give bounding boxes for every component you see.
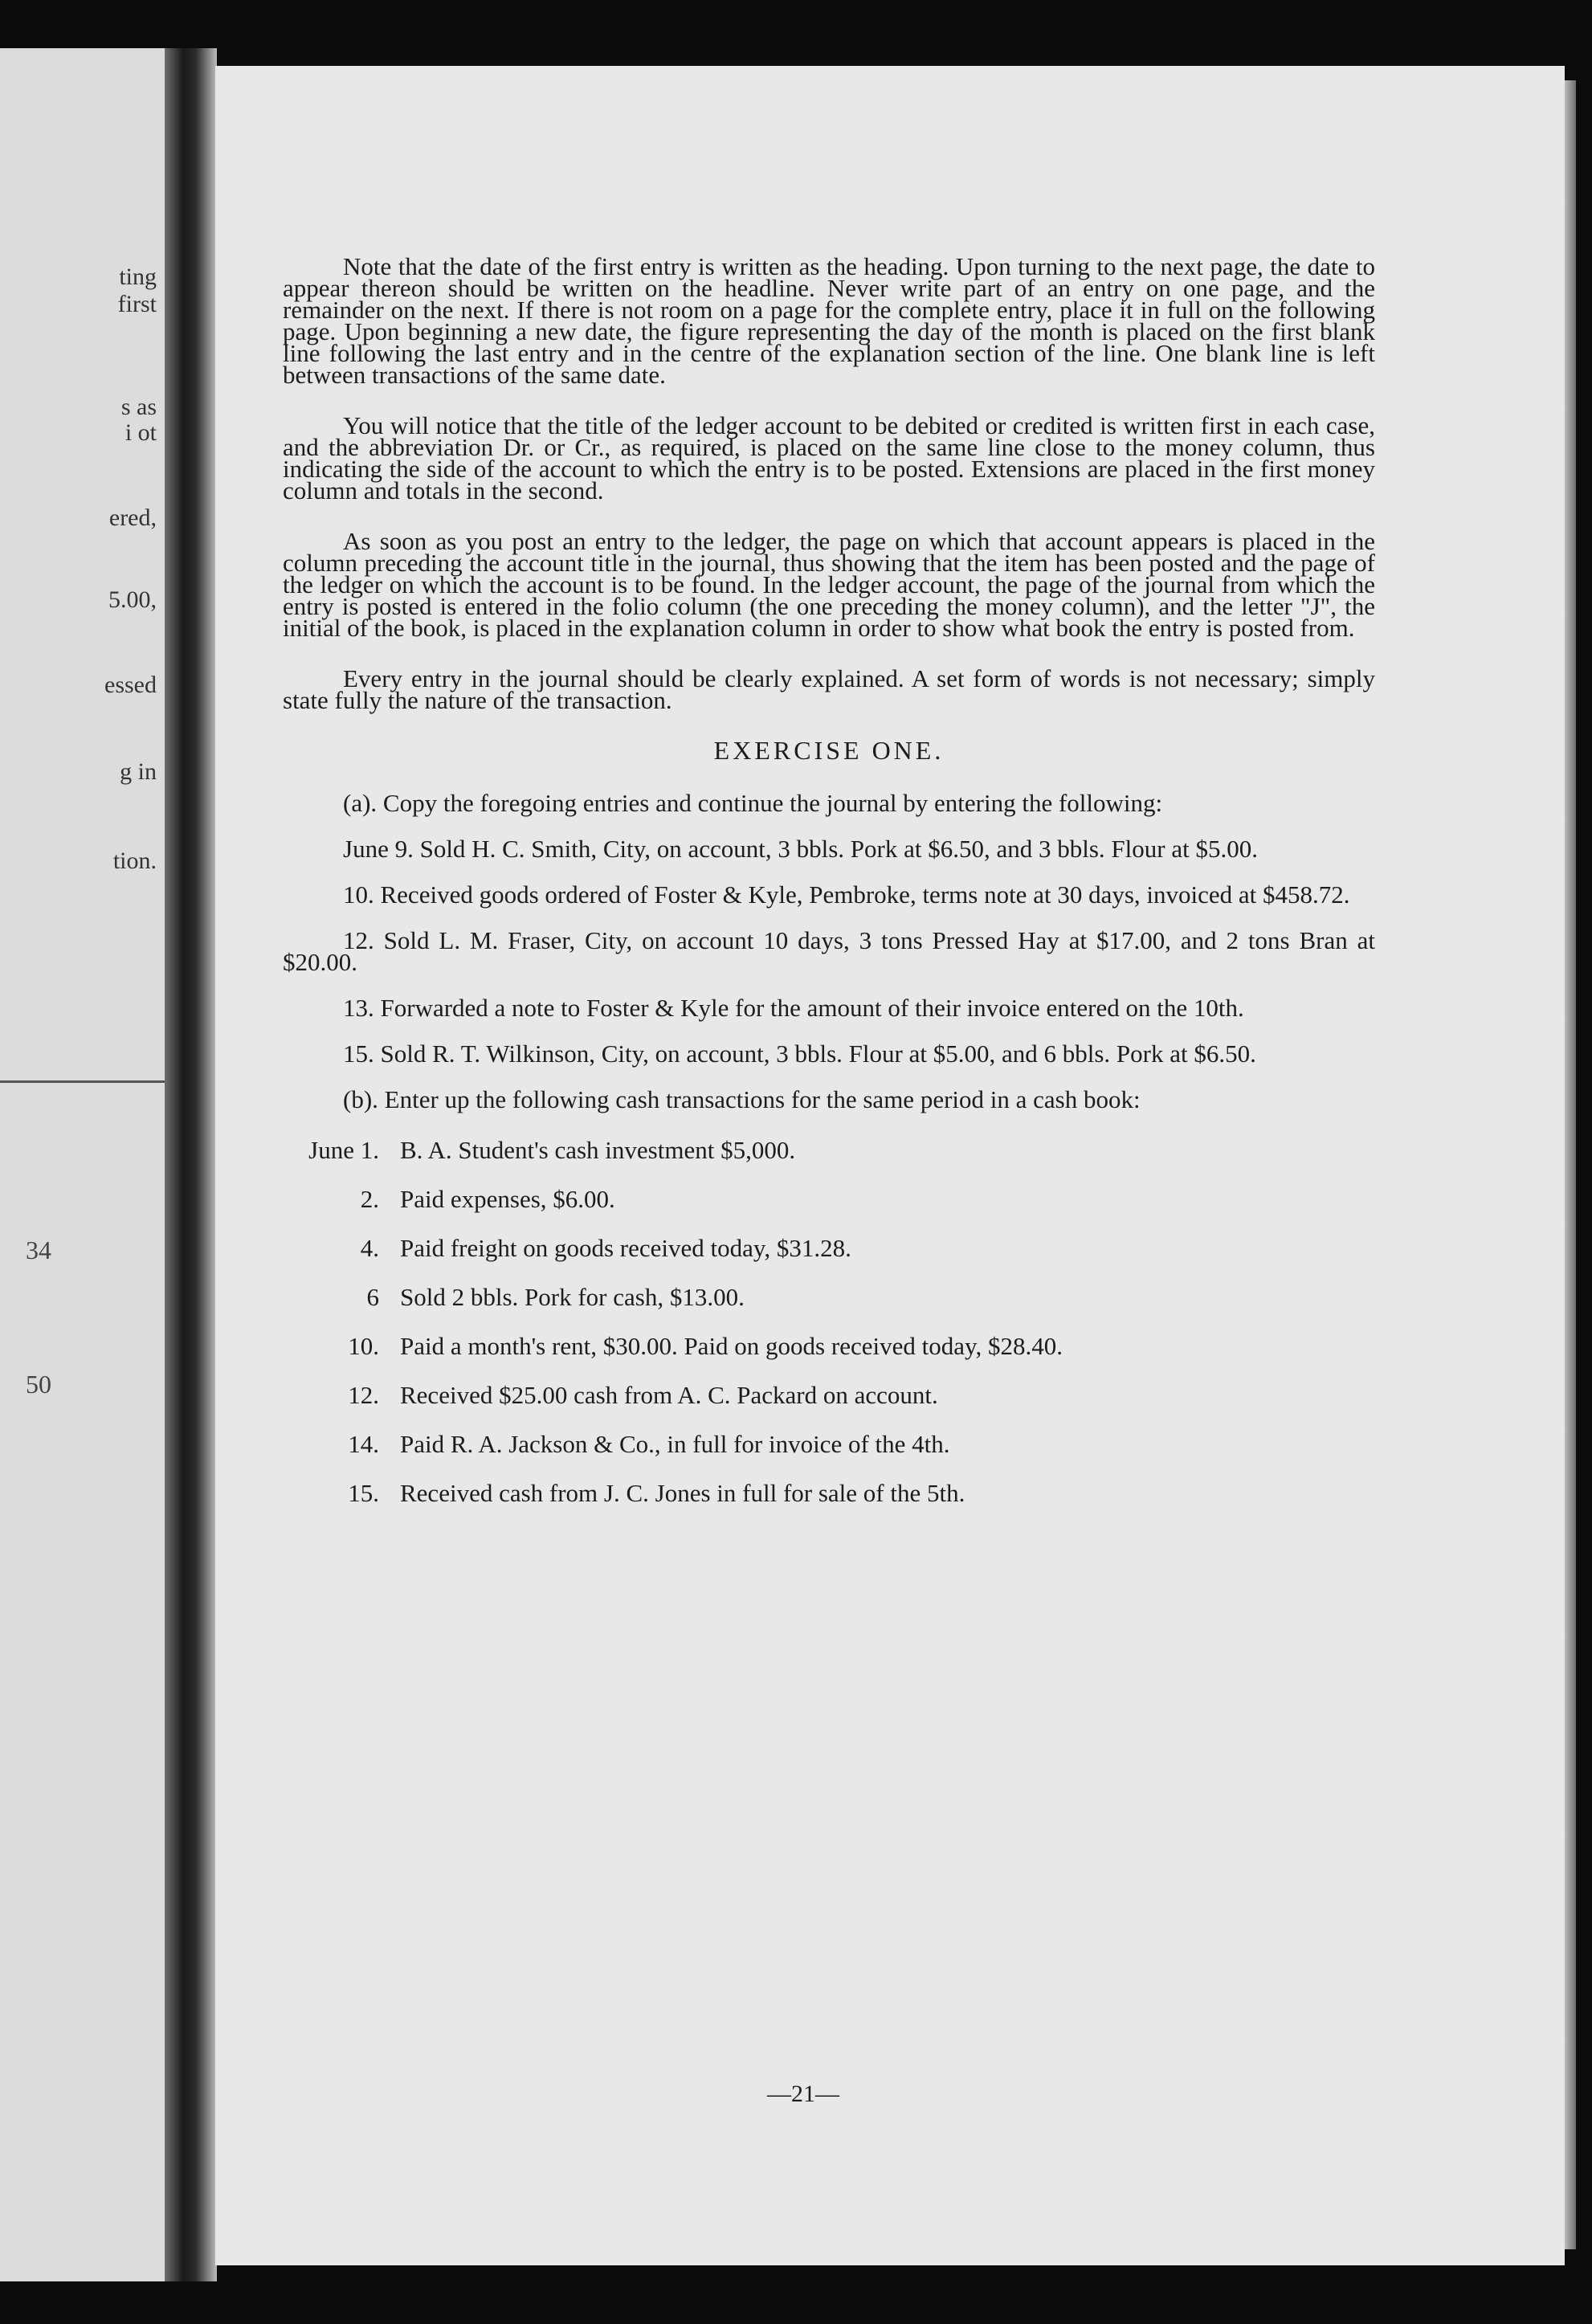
paragraph: Every entry in the journal should be clearly explained. A set form of words is not necessary; simply state fully the nature of the transaction. xyxy=(283,664,1375,714)
journal-entry: 10. Received goods ordered of Foster & Kyle, Pembroke, terms note at 30 days, invoiced at $458.72. xyxy=(343,880,1350,909)
paragraph: You will notice that the title of the ledger account to be debited or credited is written first in each case, and the abbreviation Dr. or Cr., as required, is placed on the same line close to the money column, thus indicating the side of the account to which the entry is to be posted. Extensions are placed in the first money column and totals in the second. xyxy=(283,411,1375,504)
facing-page-rule xyxy=(0,1080,165,1083)
cash-transaction-date: 6 xyxy=(366,1283,379,1311)
cash-transaction-date: 14. xyxy=(348,1430,379,1458)
journal-entry: 13. Forwarded a note to Foster & Kyle for the amount of their invoice entered on the 10th. xyxy=(343,994,1244,1022)
cash-transaction xyxy=(283,1381,1375,1409)
cash-transaction-text: B. A. Student's cash investment $5,000. xyxy=(400,1136,796,1164)
cash-transaction xyxy=(283,1430,1375,1458)
cash-transaction-text: Paid a month's rent, $30.00. Paid on goods received today, $28.40. xyxy=(400,1332,1063,1360)
cash-transaction xyxy=(283,1234,1375,1262)
exercise-heading: EXERCISE ONE. xyxy=(713,736,945,765)
cash-transaction-date: June 1. xyxy=(308,1136,379,1164)
cash-transaction-text: Sold 2 bbls. Pork for cash, $13.00. xyxy=(400,1283,745,1311)
cash-transaction-date: 2. xyxy=(360,1185,379,1213)
book-gutter xyxy=(165,48,217,2281)
facing-page-fragment: tion. xyxy=(112,848,157,874)
facing-page-fragment: 5.00, xyxy=(108,586,157,613)
cash-transaction-date: 15. xyxy=(348,1479,379,1507)
cash-transaction-text: Paid R. A. Jackson & Co., in full for invoice of the 4th. xyxy=(400,1430,950,1458)
facing-page-fragment: ting xyxy=(119,263,157,290)
facing-page-number: 34 xyxy=(26,1236,51,1264)
cash-transaction-text: Received cash from J. C. Jones in full for sale of the 5th. xyxy=(400,1479,965,1507)
facing-page-fragment: i ot xyxy=(125,419,157,446)
page-number: —21— xyxy=(767,2081,839,2107)
cash-transaction-date: 12. xyxy=(348,1381,379,1409)
facing-page-fragment: ered, xyxy=(108,504,157,531)
exercise-part-b: (b). Enter up the following cash transactions for the same period in a cash book: xyxy=(343,1085,1141,1113)
journal-entry: 12. Sold L. M. Fraser, City, on account 10 days, 3 tons Pressed Hay at $17.00, and 2 tons Bran at $20.00. xyxy=(283,926,1375,976)
facing-page-fragment: essed xyxy=(104,672,157,698)
cash-transaction-text: Paid freight on goods received today, $31.28. xyxy=(400,1234,851,1262)
journal-entry: 15. Sold R. T. Wilkinson, City, on account, 3 bbls. Flour at $5.00, and 6 bbls. Pork at $6.50. xyxy=(343,1039,1256,1068)
cash-transaction xyxy=(283,1332,1375,1360)
cash-transaction xyxy=(283,1185,1375,1213)
cash-transaction xyxy=(283,1479,1375,1507)
page-edge xyxy=(1565,80,1576,2249)
paragraph: As soon as you post an entry to the ledger, the page on which that account appears is placed in the column preceding the account title in the journal, thus showing that the item has been posted and the page of the ledger on which the account is to be found. In the ledger account, the page of the journal from which the entry is posted is entered in the folio column (the one preceding the money column), and the letter "J", the initial of the book, is placed in the explanation column in order to show what book the entry is posted from. xyxy=(283,527,1375,642)
cash-transaction-text: Paid expenses, $6.00. xyxy=(400,1185,615,1213)
cash-transaction xyxy=(283,1283,1375,1311)
page-content xyxy=(283,252,1375,1531)
cash-transaction-list xyxy=(283,1136,1375,1507)
facing-page-number: 50 xyxy=(26,1370,51,1399)
cash-transaction-date: 10. xyxy=(348,1332,379,1360)
cash-transaction xyxy=(283,1136,1375,1164)
facing-page-fragment: s as xyxy=(120,394,157,420)
paragraph: Note that the date of the first entry is written as the heading. Upon turning to the next page, the date to appear thereon should be written on the headline. Never write part of an entry on one page, and the remainder on the next. If there is not room on a page for the complete entry, place it in full on the following page. Upon beginning a new date, the figure representing the day of the month is placed on the first blank line following the last entry and in the centre of the explanation section of the line. One blank line is left between transactions of the same date. xyxy=(283,252,1375,389)
facing-page xyxy=(0,48,165,2281)
exercise-part-a: (a). Copy the foregoing entries and continue the journal by entering the following: xyxy=(343,789,1163,817)
cash-transaction-text: Received $25.00 cash from A. C. Packard on account. xyxy=(400,1381,938,1409)
facing-page-fragment: first xyxy=(117,291,157,317)
journal-entry: June 9. Sold H. C. Smith, City, on account, 3 bbls. Pork at $6.50, and 3 bbls. Flour at $5.00. xyxy=(343,835,1258,863)
facing-page-fragment: g in xyxy=(120,758,157,785)
cash-transaction-date: 4. xyxy=(360,1234,379,1262)
